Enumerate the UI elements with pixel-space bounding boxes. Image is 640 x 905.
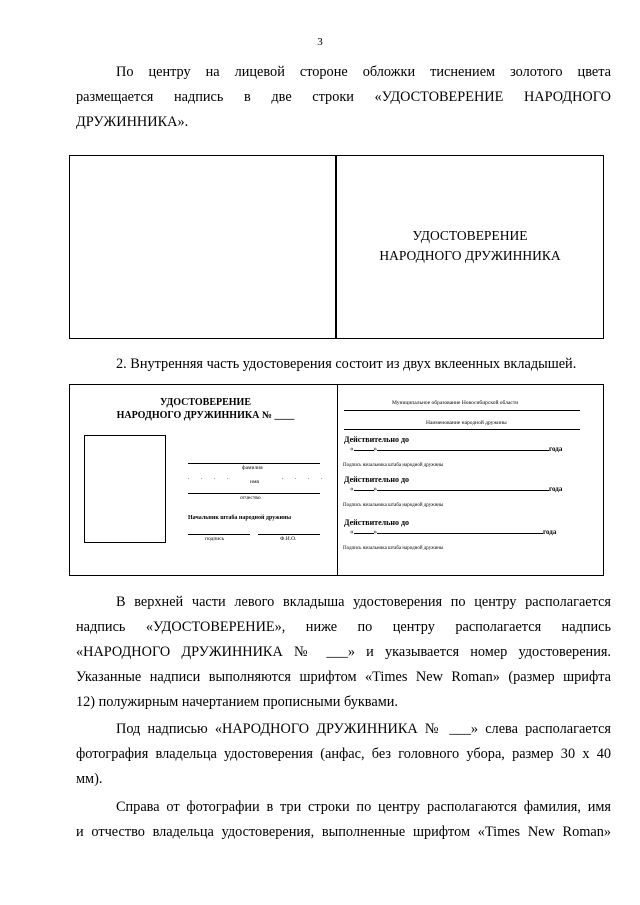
left-insert-title-1: УДОСТОВЕРЕНИЕ bbox=[160, 397, 251, 408]
date-mid-3: » bbox=[373, 528, 377, 536]
para4-line-2: и отчество владельца удостоверения, выполненные шрифтом «Times New Roman» bbox=[76, 824, 611, 840]
sign-note-1: Подпись начальника штаба народной дружины bbox=[343, 463, 444, 468]
surname-line bbox=[188, 463, 320, 464]
squad-name-line bbox=[344, 429, 580, 430]
date-tail-2: года bbox=[549, 485, 563, 493]
signature-line bbox=[188, 534, 250, 535]
patronymic-label: отчество bbox=[240, 495, 261, 501]
name-dots-right: . . . . bbox=[282, 475, 328, 481]
date-mid-1: » bbox=[373, 445, 377, 453]
date-open-1: « bbox=[350, 445, 354, 453]
date-row-1 bbox=[350, 445, 562, 453]
squad-name-text: Наименование народной дружины bbox=[426, 420, 507, 426]
sign-note-3: Подпись начальника штаба народной дружины bbox=[343, 546, 444, 551]
para4-line-1: Справа от фотографии в три строки по центру располагаются фамилия, имя bbox=[116, 799, 611, 815]
left-insert-title-2: НАРОДНОГО ДРУЖИННИКА № ____ bbox=[116, 410, 295, 421]
page-number: 3 bbox=[317, 36, 323, 48]
intro-line-1: По центру на лицевой стороне обложки тиснением золотого цвета bbox=[116, 64, 611, 80]
photo-placeholder bbox=[84, 435, 166, 543]
date-open-3: « bbox=[350, 528, 354, 536]
para3-line-2: фотография владельца удостоверения (анфас, без головного убора, размер 30 х 40 bbox=[76, 746, 611, 762]
municipality-text: Муниципальное образование Новосибирской области bbox=[392, 400, 519, 406]
patronymic-line bbox=[188, 493, 320, 494]
para2-line-4: Указанные надписи выполняются шрифтом «Times New Roman» (размер шрифта bbox=[76, 669, 611, 685]
para2-line-1: В верхней части левого вкладыша удостоверения по центру располагается bbox=[116, 594, 611, 610]
cover-title-line-1: УДОСТОВЕРЕНИЕ bbox=[412, 228, 528, 243]
name-label: имя bbox=[250, 479, 259, 485]
cover-back-panel bbox=[69, 155, 336, 339]
chief-label: Начальник штаба народной дружины bbox=[188, 515, 292, 521]
paragraph-4 bbox=[76, 795, 611, 845]
date-tail-3: года bbox=[543, 528, 557, 536]
sign-note-2: Подпись начальника штаба народной дружины bbox=[343, 503, 444, 508]
cover-title bbox=[337, 226, 603, 266]
fio-line bbox=[258, 534, 320, 535]
municipality-line bbox=[344, 410, 580, 411]
intro-paragraph bbox=[76, 60, 611, 135]
signature-label: подпись bbox=[205, 536, 225, 542]
date-row-2 bbox=[350, 485, 562, 493]
valid-until-3: Действительно до bbox=[344, 518, 410, 527]
surname-label: фамилия bbox=[242, 465, 263, 471]
date-mid-2: » bbox=[373, 485, 377, 493]
inner-divider bbox=[337, 385, 338, 575]
intro-line-3: ДРУЖИННИКА». bbox=[76, 114, 189, 130]
para2-line-5: 12) полужирным начертанием прописными буквами. bbox=[76, 694, 398, 710]
inner-caption-paragraph bbox=[76, 352, 611, 377]
date-open-2: « bbox=[350, 485, 354, 493]
inner-caption: 2. Внутренняя часть удостоверения состоит из двух вклеенных вкладышей. bbox=[116, 356, 577, 372]
para2-line-2: надпись «УДОСТОВЕРЕНИЕ», ниже по центру располагается надпись bbox=[76, 619, 611, 635]
paragraph-3 bbox=[76, 717, 611, 792]
fio-label: Ф.И.О. bbox=[280, 536, 297, 542]
para3-line-3: мм). bbox=[76, 771, 103, 787]
date-row-3 bbox=[350, 528, 556, 536]
date-tail-1: года bbox=[549, 445, 563, 453]
intro-line-2: размещается надпись в две строки «УДОСТОВЕРЕНИЕ НАРОДНОГО bbox=[76, 89, 611, 105]
cover-front-panel bbox=[336, 155, 604, 339]
para2-line-3: «НАРОДНОГО ДРУЖИННИКА № ___» и указывается номер удостоверения. bbox=[76, 644, 611, 660]
name-dots-left: . . . . bbox=[188, 475, 234, 481]
paragraph-2 bbox=[76, 590, 611, 715]
valid-until-1: Действительно до bbox=[344, 435, 410, 444]
cover-title-line-2: НАРОДНОГО ДРУЖИННИКА bbox=[379, 248, 561, 263]
para3-line-1: Под надписью «НАРОДНОГО ДРУЖИННИКА № ___» слева располагается bbox=[116, 721, 611, 737]
valid-until-2: Действительно до bbox=[344, 475, 410, 484]
inner-spread bbox=[69, 384, 604, 576]
